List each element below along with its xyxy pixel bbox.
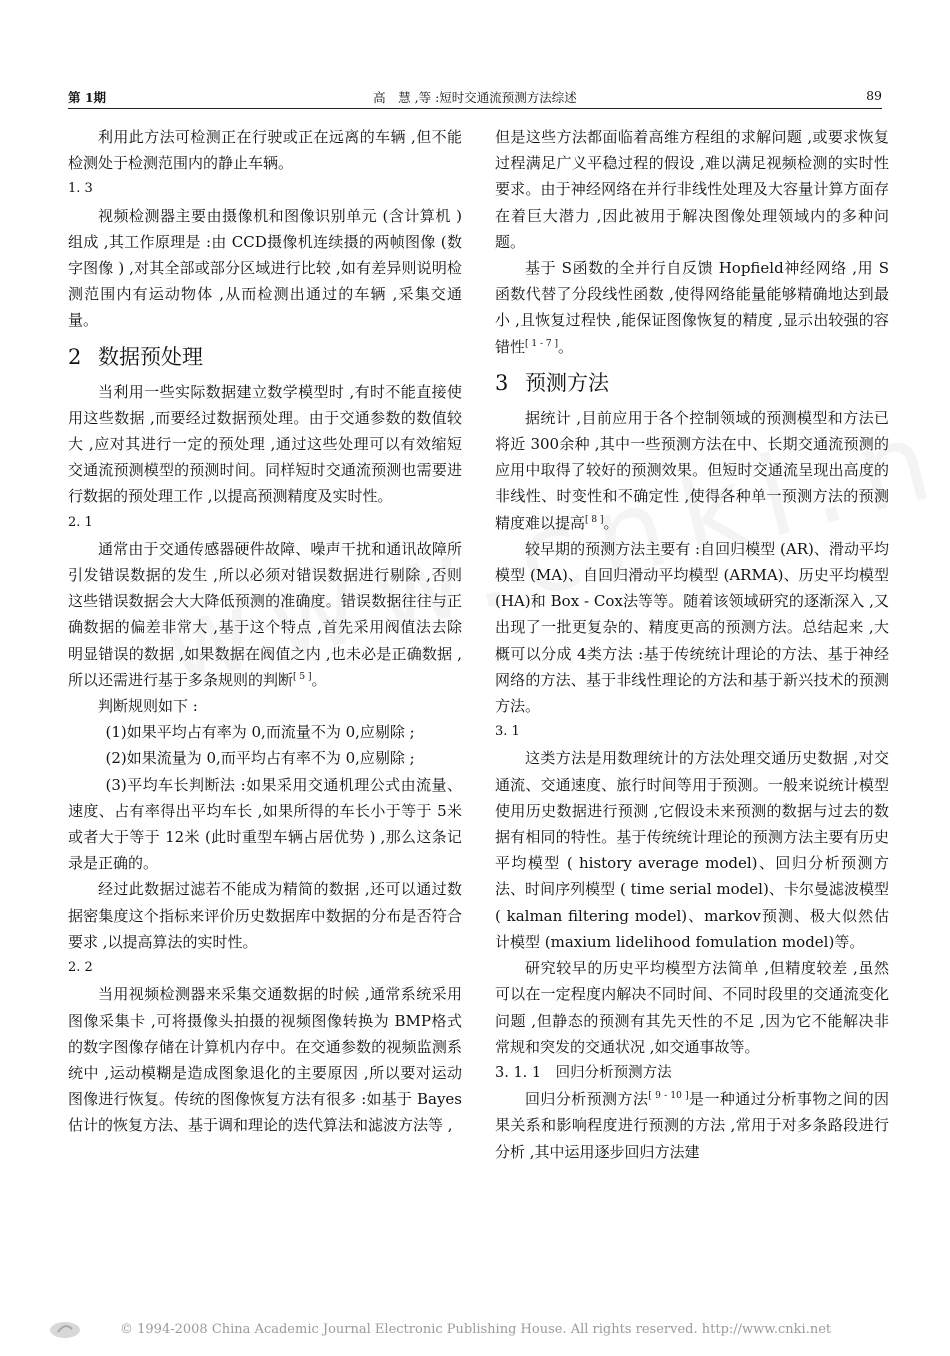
subsection-number: 2. 2 (68, 960, 93, 976)
citation: [ 8 ] (585, 514, 604, 525)
paragraph (495, 255, 889, 360)
left-column (68, 124, 462, 1139)
paragraph: 判断规则如下 : (98, 697, 198, 716)
running-header (68, 88, 882, 109)
paragraph: 利用此方法可检测正在行驶或正在远离的车辆 ,但不能检测处于检测范围内的静止车辆。 (68, 128, 462, 173)
paragraph-text: 据统计 ,目前应用于各个控制领域的预测模型和方法已将近 300余种 ,其中一些预测方法在中、长期交通流预测的应用中取得了较好的预测效果。但短时交通流呈现出高度的非线性、时变性和不确定性 ,使得各种单一预测方法的预测精度难以提高 (495, 408, 889, 532)
paragraph (68, 536, 462, 693)
subsection-number: 1. 3 (68, 181, 93, 197)
subsection-number: 2. 1 (68, 514, 93, 530)
subsection-number: 3. 1 (495, 724, 520, 740)
publisher-logo-icon (48, 1320, 82, 1340)
paragraph: 经过此数据过滤若不能成为精简的数据 ,还可以通过数据密集度这个指标来评价历史数据库中数据的分布是否符合要求 ,以提高算法的实时性。 (68, 880, 462, 951)
page-number: 89 (866, 88, 882, 103)
section-number: 2 (68, 344, 82, 369)
rule-item: (3)平均车长判断法 :如果采用交通机理公式由流量、速度、占有率得出平均车长 ,如果所得的车长小于等于 5米或者大于等于 12米 (此时重型车辆占居优势 ) ,那么这条记录是正确的。 (68, 775, 462, 873)
section-title: 预测方法 (525, 370, 609, 395)
paragraph (495, 405, 889, 536)
paragraph: 视频检测器主要由摄像机和图像识别单元 (含计算机 )组成 ,其工作原理是 :由 CCD摄像机连续摄的两帧图像 (数字图像 ) ,对其全部或部分区域进行比较 ,如有差异则说明检测范围内有运动物体 ,从而检测出通过的车辆 ,采集交通量。 (68, 206, 462, 330)
section-heading (68, 341, 462, 373)
paragraph-text: 回归分析预测方法 (525, 1090, 649, 1109)
paragraph-text: 是一种通过分析事物之间的因果关系和影响程度进行预测的方法 ,常用于对多条路段进行分析 ,其中运用逐步回归方法建 (495, 1090, 889, 1161)
citation: [ 1 - 7 ] (525, 338, 558, 349)
paragraph-end: 。 (603, 513, 619, 532)
paragraph: 但是这些方法都面临着高维方程组的求解问题 ,或要求恢复过程满足广义平稳过程的假设 ,难以满足视频检测的实时性要求。由于神经网络在并行非线性处理及大容量计算方面存在着巨大潜力 ,因此被用于解决图像处理领域内的多种问题。 (495, 128, 889, 251)
section-number: 3 (495, 370, 509, 395)
rule-item: (1)如果平均占有率为 0,而流量不为 0,应剔除 ; (105, 723, 415, 742)
citation: [ 9 - 10 ] (648, 1091, 689, 1102)
paragraph: 这类方法是用数理统计的方法处理交通历史数据 ,对交通流、交通速度、旅行时间等用于预测。一般来说统计模型使用历史数据进行预测 ,它假设未来预测的数据与过去的数据有相同的特性。基于传统统计理论的预测方法主要有历史平均模型 ( history average model)、回归分析预测方法、时间序列模型 ( time serial model)、卡尔曼滤波模型 ( kalman filtering model)、markov预测、极大似然估计模型 (maxium lidelihood fomulation model)等。 (495, 749, 889, 951)
subsubsection-heading: 3. 1. 1 回归分析预测方法 (495, 1064, 672, 1081)
issue-label: 第 1期 (68, 90, 107, 105)
copyright-text: © 1994-2008 China Academic Journal Electronic Publishing House. All rights reserved. http://www.cnki.net (120, 1322, 832, 1337)
paragraph-text: 基于 S函数的全并行自反馈 Hopfield神经网络 ,用 S函数代替了分段线性函数 ,使得网络能量能够精确地达到最小 ,且恢复过程快 ,能保证图像恢复的精度 ,显示出较强的容错性 (495, 259, 889, 356)
running-title: 高 慧 ,等 :短时交通流预测方法综述 (373, 90, 577, 105)
paragraph-end: 。 (311, 670, 327, 689)
paragraph: 当用视频检测器来采集交通数据的时候 ,通常系统采用图像采集卡 ,可将摄像头拍摄的视频图像转换为 BMP格式的数字图像存储在计算机内存中。在交通参数的视频监测系统中 ,运动模糊是造成图象退化的主要原因 ,所以要对运动图像进行恢复。传统的图像恢复方法有很多 :如基于 Bayes估计的恢复方法、基于调和理论的迭代算法和滤波方法等 , (68, 985, 462, 1135)
section-heading (495, 367, 889, 399)
citation: [ 5 ] (293, 671, 312, 682)
rule-item: (2)如果流量为 0,而平均占有率不为 0,应剔除 ; (105, 749, 415, 768)
paragraph: 较早期的预测方法主要有 :自回归模型 (AR)、滑动平均模型 (MA)、自回归滑动平均模型 (ARMA)、历史平均模型 (HA)和 Box - Cox法等等。随着该领域研究的逐渐深入 ,又出现了一批更复杂的、精度更高的预测方法。总结起来 ,大概可以分成 4类方法 :基于传统统计理论的方法、基于神经网络的方法、基于非线性理论的方法和基于新兴技术的预测方法。 (495, 539, 889, 716)
section-title: 数据预处理 (98, 344, 203, 369)
paragraph: 研究较早的历史平均模型方法简单 ,但精度较差 ,虽然可以在一定程度内解决不同时间、不同时段里的交通流变化问题 ,但静态的预测有其先天性的不足 ,因为它不能解决非常规和突发的交通状况 ,如交通事故等。 (495, 959, 889, 1056)
right-column (495, 124, 889, 1165)
paragraph (495, 1086, 889, 1165)
paragraph-end: 。 (557, 337, 573, 356)
paragraph-text: 通常由于交通传感器硬件故障、噪声干扰和通讯故障所引发错误数据的发生 ,所以必须对错误数据进行剔除 ,否则这些错误数据会大大降低预测的准确度。错误数据往往与正确数据的偏差非常大 ,基于这个特点 ,首先采用阀值法去除明显错误的数据 ,如果数据在阀值之内 ,也未必是正确数据 ,所以还需进行基于多条规则的判断 (68, 539, 462, 689)
footer (40, 1320, 910, 1344)
paragraph: 当利用一些实际数据建立数学模型时 ,有时不能直接使用这些数据 ,而要经过数据预处理。由于交通参数的数值较大 ,应对其进行一定的预处理 ,通过这些处理可以有效缩短交通流预测模型的预测时间。同样短时交通流预测也需要进行数据的预处理工作 ,以提高预测精度及实时性。 (68, 382, 462, 506)
